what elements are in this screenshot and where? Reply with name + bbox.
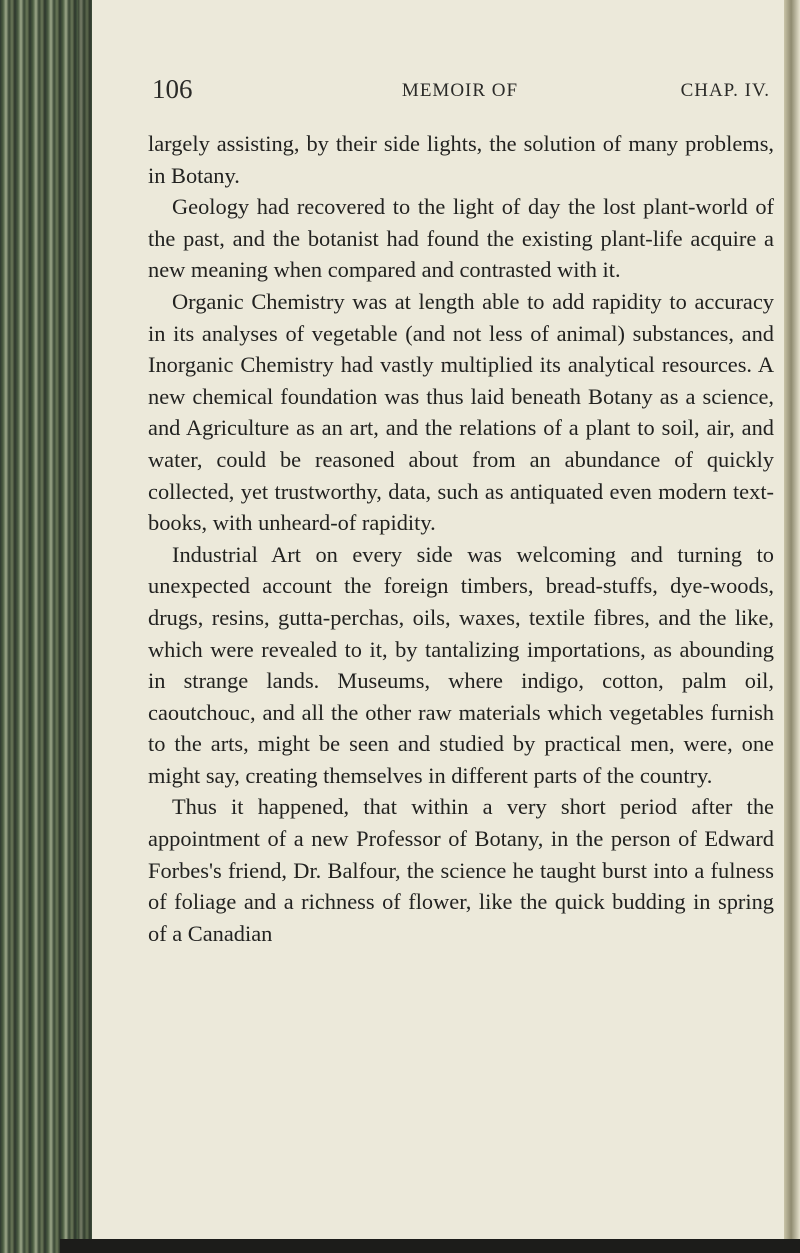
paragraph: Thus it happened, that within a very short period after the appointment of a new Professor of Botany, in the person of Edward Forbes's friend, Dr. Balfour, the science he taught burst into a fulness of foliage and a richness of flower, like the quick budding in spring of a Canadian [148,794,774,946]
page-edge [784,0,800,1253]
running-title: MEMOIR OF [401,80,519,101]
paragraph: Geology had recovered to the light of day the lost plant-world of the past, and the botanist had found the existing plant-life acquire a new meaning when compared and contrasted with it. [148,194,774,283]
chapter-mark: CHAP. IV. [680,80,770,101]
paragraph: largely assisting, by their side lights, the solution of many problems, in Botany. [148,131,774,188]
running-header [150,76,770,110]
page-number: 106 [152,74,193,104]
paragraph: Industrial Art on every side was welcoming and turning to unexpected account the foreign timbers, bread-stuffs, dye-woods, drugs, resins, gutta-perchas, oils, waxes, textile fibres, and the like, which were revealed to it, by tantalizing importations, as abounding in strange lands. Museums, where indigo, cotton, palm oil, caoutchouc, and all the other raw materials which vegetables furnish to the arts, might be seen and studied by practical men, were, one might say, creating themselves in different parts of the country. [148,541,774,788]
page-bottom-shadow [60,1239,800,1253]
paragraph: Organic Chemistry was at length able to add rapidity to accuracy in its analyses of vegetable (and not less of animal) substances, and Inorganic Chemistry had vastly multiplied its analytical resources. A new chemical foundation was thus laid beneath Botany as a science, and Agriculture as an art, and the relations of a plant to soil, air, and water, could be reasoned about from an abundance of quickly collected, yet trustworthy, data, such as antiquated even modern text-books, with unheard-of rapidity. [148,288,774,536]
body-text [148,128,774,949]
book-binding-edge [0,0,92,1253]
